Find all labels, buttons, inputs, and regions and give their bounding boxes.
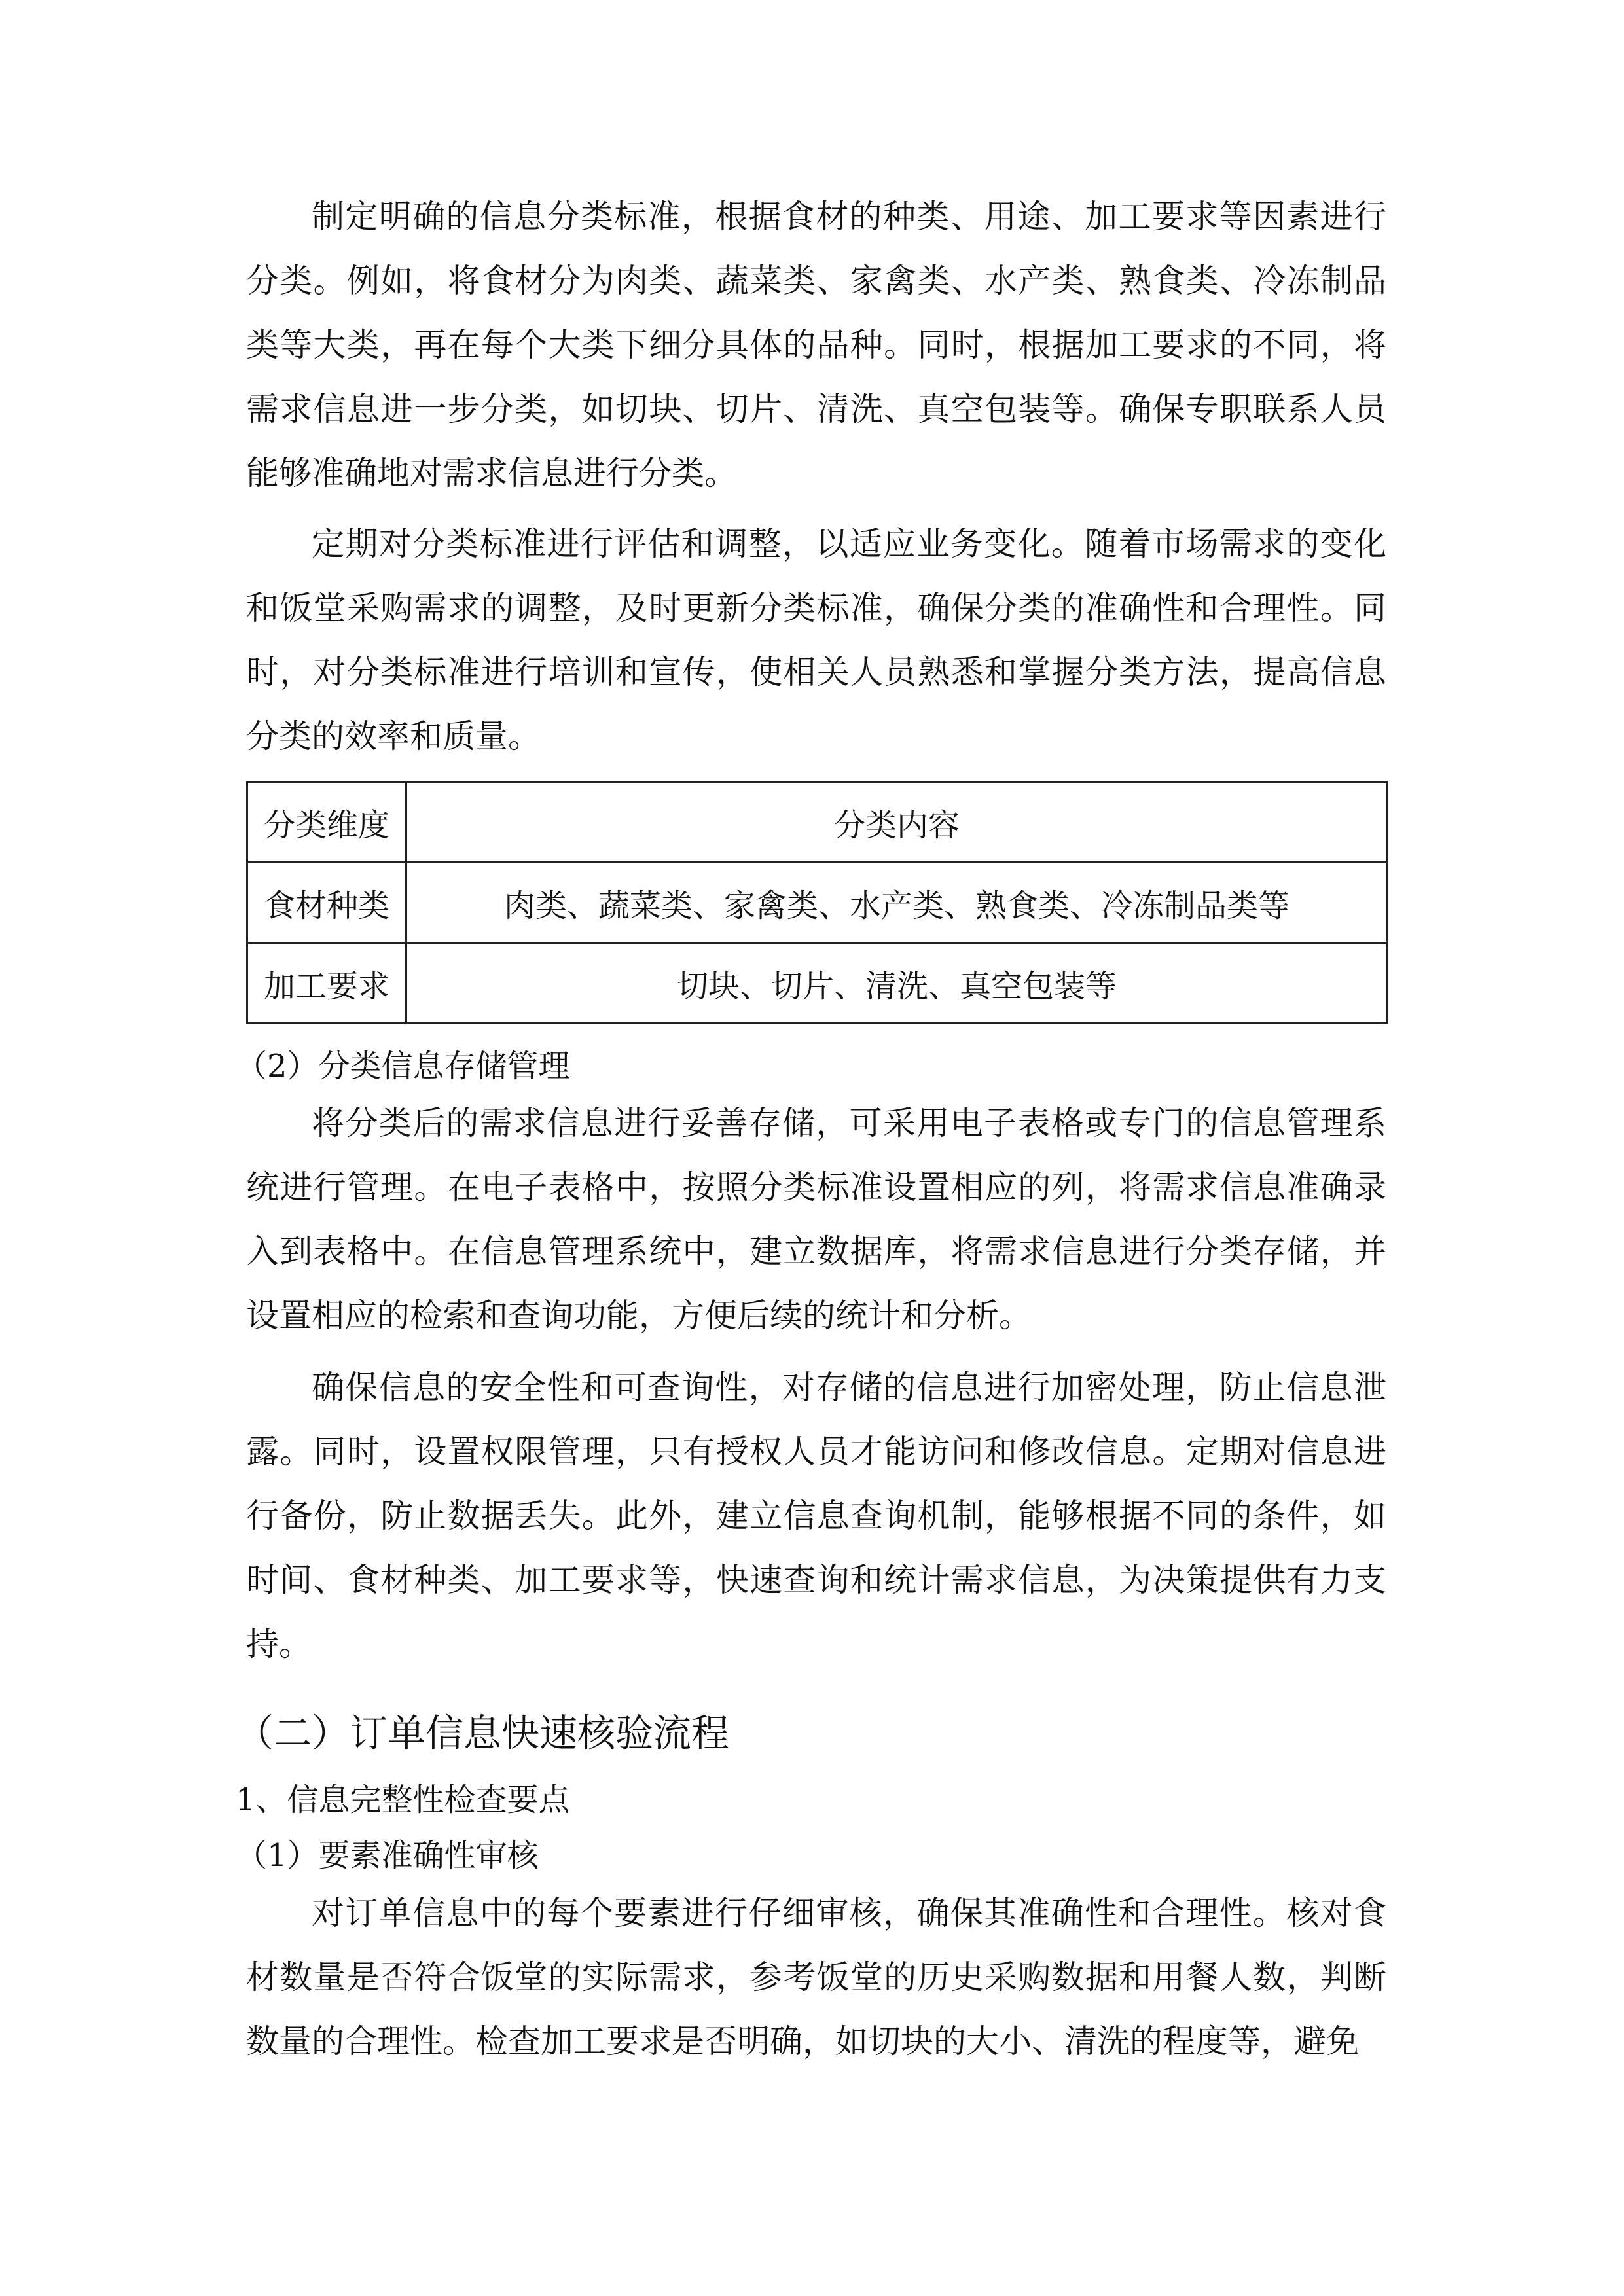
- classification-table: [246, 781, 1388, 1024]
- table-header-content: 分类内容: [406, 782, 1388, 863]
- table-header-dimension: 分类维度: [247, 782, 406, 863]
- heading-accuracy-review: （1）要素准确性审核: [236, 1837, 539, 1874]
- table-cell-dimension: 加工要求: [247, 943, 406, 1024]
- paragraph-security-query: 确保信息的安全性和可查询性，对存储的信息进行加密处理，防止信息泄露。同时，设置权限管理，只有授权人员才能访问和修改信息。定期对信息进行备份，防止数据丢失。此外，建立信息查询机制，能够根据不同的条件，如时间、食材种类、加工要求等，快速查询和统计需求信息，为决策提供有力支持。: [246, 1369, 1386, 1663]
- table-row: [247, 863, 1388, 943]
- table-header-row: [247, 782, 1388, 863]
- paragraph-element-review: 对订单信息中的每个要素进行仔细审核，确保其准确性和合理性。核对食材数量是否符合饭堂的实际需求，参考饭堂的历史采购数据和用餐人数，判断数量的合理性。检查加工要求是否明确，如切块的大小、清洗的程度等，避免: [246, 1894, 1386, 2060]
- paragraph-storage-method: 将分类后的需求信息进行妥善存储，可采用电子表格或专门的信息管理系统进行管理。在电子表格中，按照分类标准设置相应的列，将需求信息准确录入到表格中。在信息管理系统中，建立数据库，将需求信息进行分类存储，并设置相应的检索和查询功能，方便后续的统计和分析。: [246, 1104, 1386, 1335]
- paragraph-classification-standard: 制定明确的信息分类标准，根据食材的种类、用途、加工要求等因素进行分类。例如，将食材分为肉类、蔬菜类、家禽类、水产类、熟食类、冷冻制品类等大类，再在每个大类下细分具体的品种。同时，根据加工要求的不同，将需求信息进一步分类，如切块、切片、清洗、真空包装等。确保专职联系人员能够准确地对需求信息进行分类。: [246, 198, 1386, 492]
- heading-storage-management: （2）分类信息存储管理: [236, 1048, 570, 1085]
- table-row: [247, 943, 1388, 1024]
- paragraph-standard-review: 定期对分类标准进行评估和调整，以适应业务变化。随着市场需求的变化和饭堂采购需求的调整，及时更新分类标准，确保分类的准确性和合理性。同时，对分类标准进行培训和宣传，使相关人员熟悉和掌握分类方法，提高信息分类的效率和质量。: [246, 525, 1386, 755]
- table-cell-content: 切块、切片、清洗、真空包装等: [406, 943, 1388, 1024]
- heading-completeness-check: 1、信息完整性检查要点: [236, 1782, 570, 1818]
- table-cell-dimension: 食材种类: [247, 863, 406, 943]
- table-cell-content: 肉类、蔬菜类、家禽类、水产类、熟食类、冷冻制品类等: [406, 863, 1388, 943]
- section-title-order-verification: （二）订单信息快速核验流程: [236, 1711, 730, 1755]
